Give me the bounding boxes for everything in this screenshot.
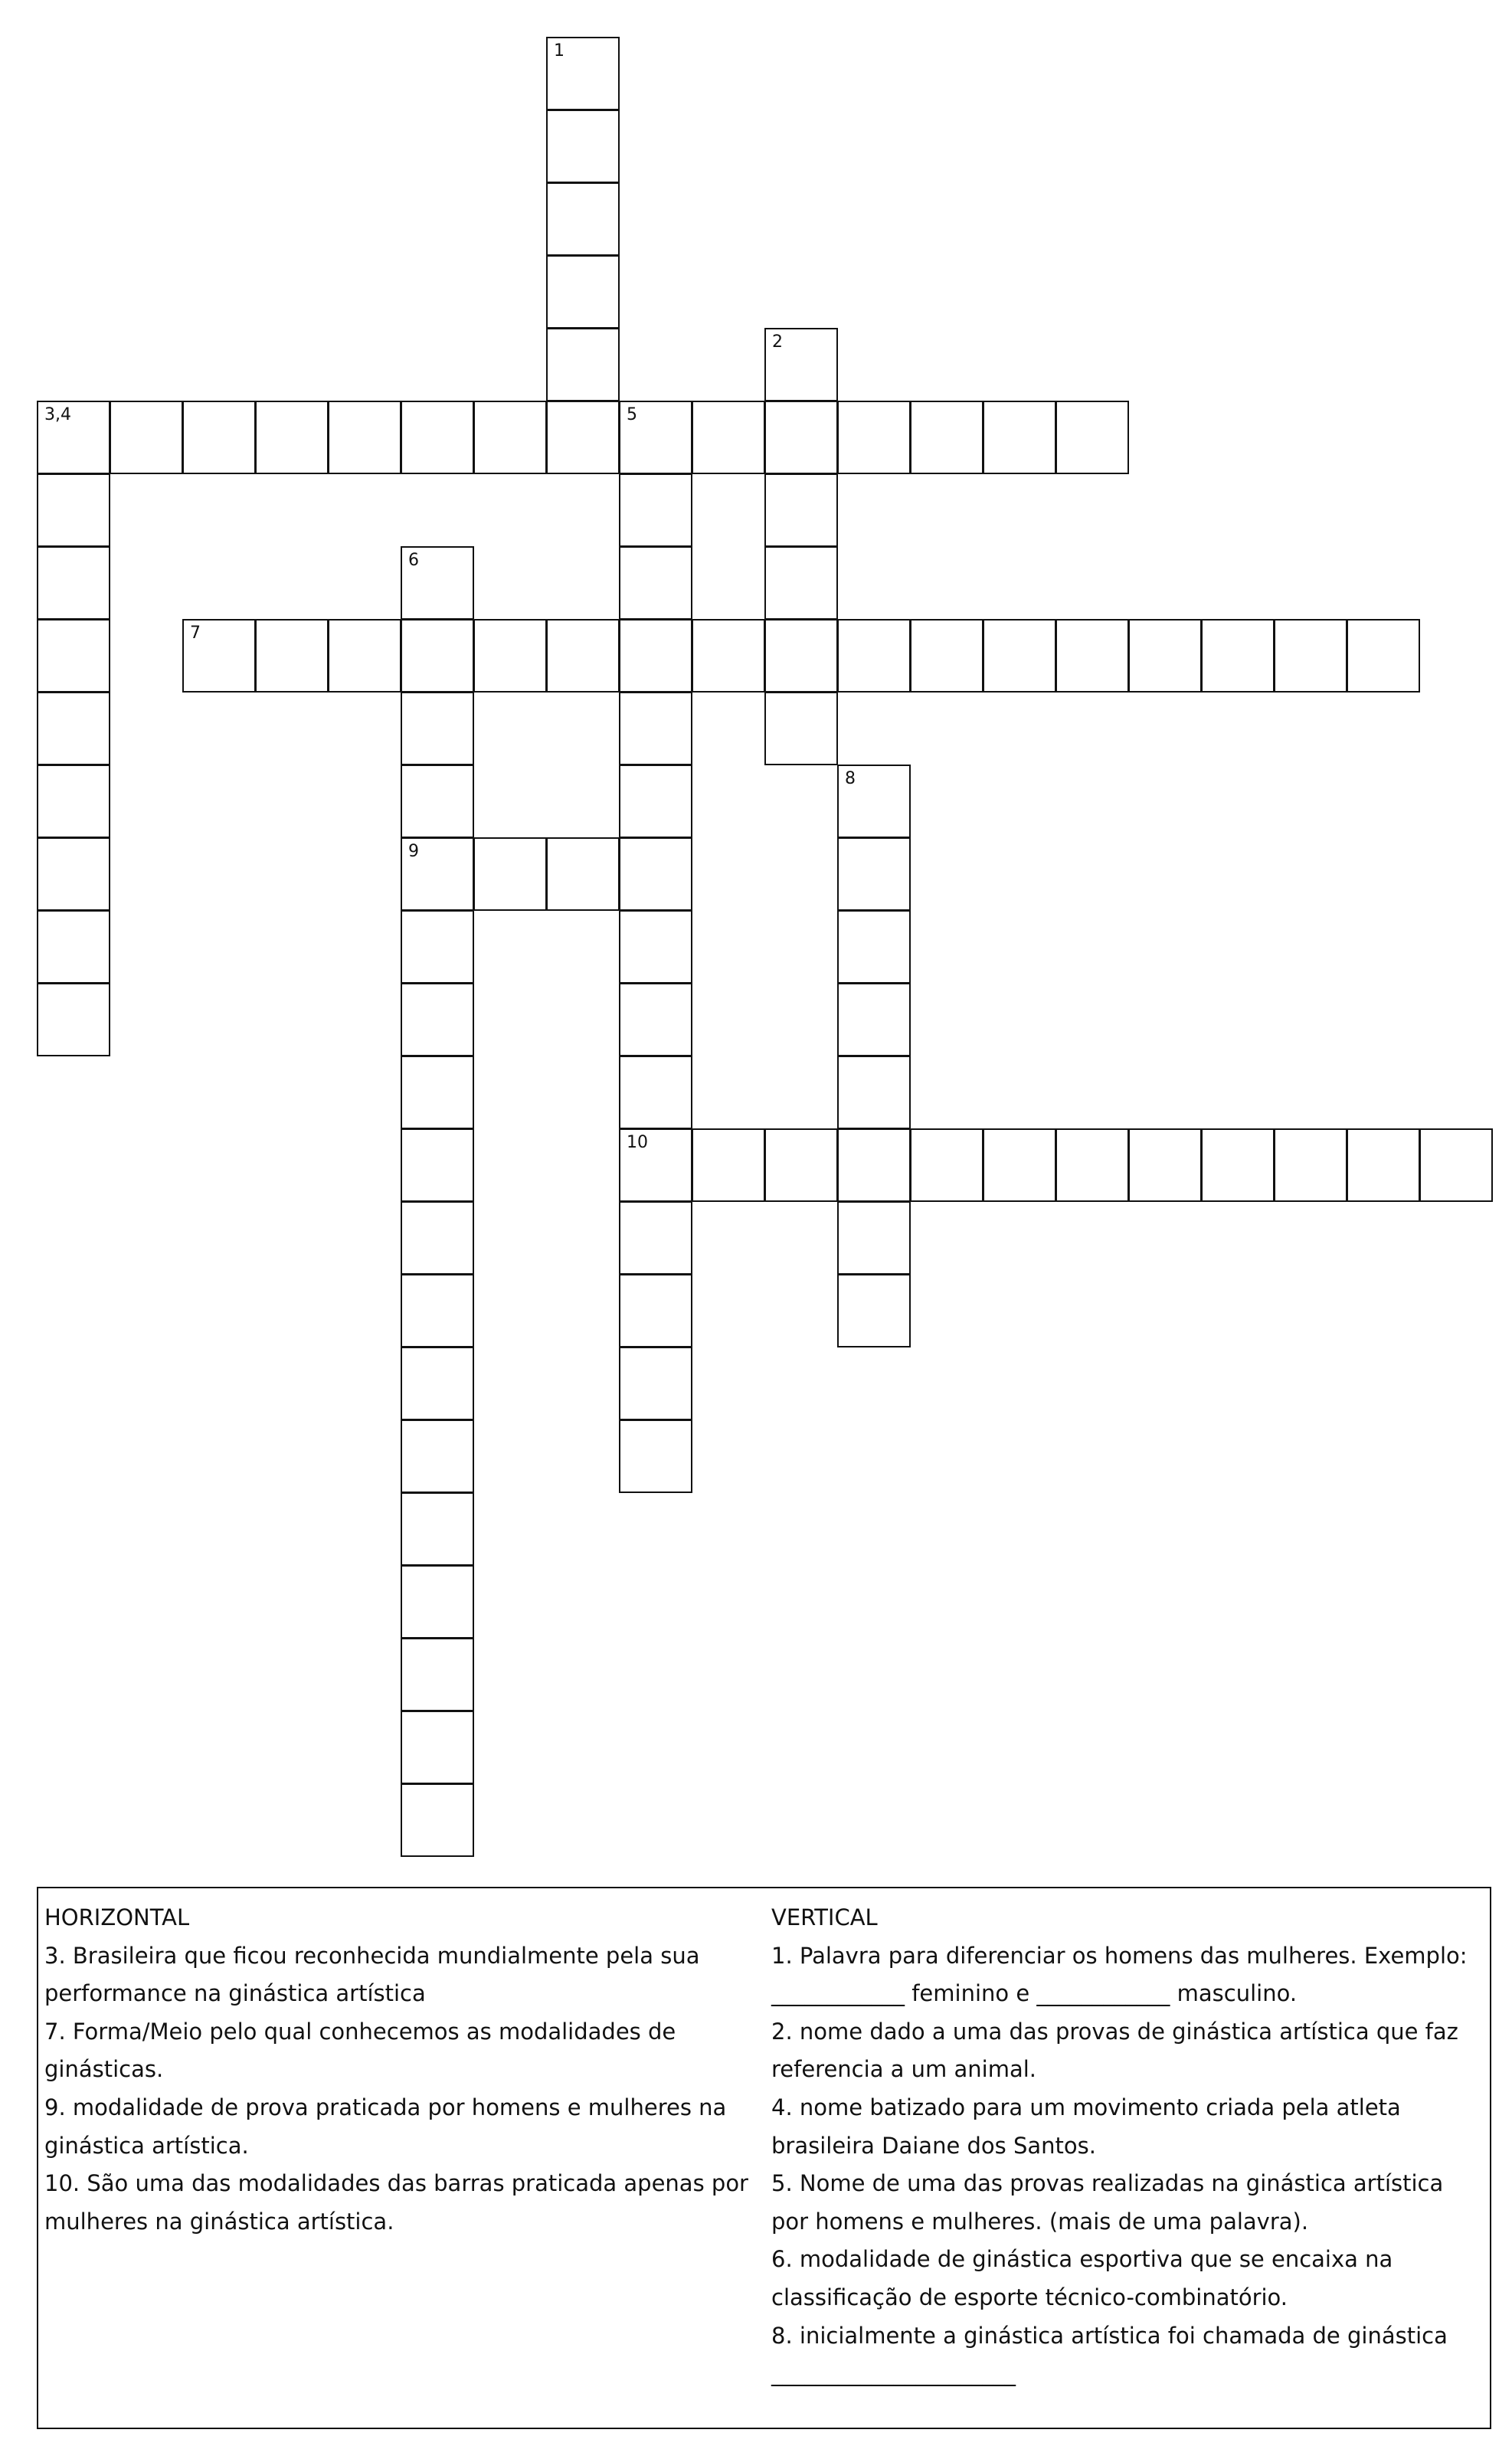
grid-cell[interactable]: [401, 1347, 474, 1420]
grid-cell[interactable]: [110, 401, 183, 474]
grid-cell[interactable]: [546, 110, 620, 183]
grid-cell[interactable]: [37, 546, 110, 620]
grid-cell[interactable]: [1347, 619, 1420, 693]
grid-cell[interactable]: [619, 1274, 692, 1347]
grid-cell[interactable]: [37, 837, 110, 911]
grid-cell[interactable]: [1419, 1128, 1493, 1202]
clue-vertical-1: 1. Palavra para diferenciar os homens das mulheres. Exemplo: ____________ feminino e ____________ masculino.: [771, 1942, 1468, 2007]
grid-cell[interactable]: [1274, 619, 1347, 693]
grid-cell[interactable]: [401, 692, 474, 765]
grid-cell[interactable]: [764, 328, 838, 401]
clue-horizontal-10: 10. São uma das modalidades das barras praticada apenas por mulheres na ginástica artística.: [44, 2170, 748, 2235]
grid-cell[interactable]: [619, 1056, 692, 1129]
clue-horizontal-3: 3. Brasileira que ficou reconhecida mundialmente pela sua performance na ginástica artística: [44, 1942, 700, 2007]
clue-vertical-5: 5. Nome de uma das provas realizadas na ginástica artística por homens e mulheres. (mais de uma palavra).: [771, 2170, 1444, 2235]
grid-cell[interactable]: [1347, 1128, 1420, 1202]
grid-cell[interactable]: [37, 473, 110, 547]
grid-cell[interactable]: [1128, 1128, 1202, 1202]
grid-cell[interactable]: [546, 37, 620, 110]
grid-cell[interactable]: [764, 1128, 838, 1202]
grid-cell[interactable]: [1055, 619, 1129, 693]
grid-cell[interactable]: [983, 619, 1056, 693]
grid-cell[interactable]: [401, 1056, 474, 1129]
grid-cell[interactable]: [401, 1128, 474, 1202]
grid-cell[interactable]: [401, 546, 474, 620]
grid-cell[interactable]: [401, 1201, 474, 1275]
grid-cell[interactable]: [401, 1565, 474, 1639]
grid-cell[interactable]: [910, 401, 983, 474]
grid-cell[interactable]: [1128, 619, 1202, 693]
grid-cell[interactable]: [182, 401, 256, 474]
clue-number: 7: [190, 624, 201, 643]
grid-cell[interactable]: [1274, 1128, 1347, 1202]
grid-cell[interactable]: [401, 837, 474, 911]
clue-number: 8: [845, 769, 856, 788]
clue-vertical-2: 2. nome dado a uma das provas de ginástica artística que faz referencia a um animal.: [771, 2018, 1458, 2083]
grid-cell[interactable]: [619, 1419, 692, 1493]
grid-cell[interactable]: [837, 837, 911, 911]
grid-cell[interactable]: [619, 473, 692, 547]
grid-cell[interactable]: [692, 401, 765, 474]
grid-cell[interactable]: [37, 401, 110, 474]
grid-cell[interactable]: [328, 401, 401, 474]
horizontal-clues: [44, 1899, 764, 2241]
grid-cell[interactable]: [1055, 401, 1129, 474]
grid-cell[interactable]: [328, 619, 401, 693]
grid-cell[interactable]: [546, 619, 620, 693]
grid-cell[interactable]: [692, 619, 765, 693]
grid-cell[interactable]: [401, 1711, 474, 1784]
grid-cell[interactable]: [37, 619, 110, 693]
horizontal-title: HORIZONTAL: [44, 1904, 190, 1930]
clue-number: 5: [627, 405, 637, 424]
grid-cell[interactable]: [473, 401, 547, 474]
grid-cell[interactable]: [837, 1056, 911, 1129]
grid-cell[interactable]: [401, 983, 474, 1056]
clue-horizontal-7: 7. Forma/Meio pelo qual conhecemos as modalidades de ginásticas.: [44, 2018, 676, 2083]
grid-cell[interactable]: [837, 765, 911, 838]
grid-cell[interactable]: [619, 910, 692, 984]
grid-cell[interactable]: [473, 619, 547, 693]
grid-cell[interactable]: [837, 910, 911, 984]
grid-cell[interactable]: [546, 255, 620, 329]
grid-cell[interactable]: [401, 1638, 474, 1711]
grid-cell[interactable]: [619, 1128, 692, 1202]
grid-cell[interactable]: [37, 983, 110, 1056]
grid-cell[interactable]: [619, 765, 692, 838]
clue-vertical-4: 4. nome batizado para um movimento criada pela atleta brasileira Daiane dos Santos.: [771, 2094, 1401, 2159]
grid-cell[interactable]: [837, 1274, 911, 1347]
grid-cell[interactable]: [619, 983, 692, 1056]
grid-cell[interactable]: [182, 619, 256, 693]
grid-cell[interactable]: [619, 692, 692, 765]
grid-cell[interactable]: [401, 619, 474, 693]
grid-cell[interactable]: [764, 401, 838, 474]
grid-cell[interactable]: [37, 765, 110, 838]
clue-number: 10: [627, 1133, 648, 1152]
grid-cell[interactable]: [401, 765, 474, 838]
grid-cell[interactable]: [837, 1201, 911, 1275]
grid-cell[interactable]: [1201, 619, 1275, 693]
clue-number: 3,4: [44, 405, 71, 424]
grid-cell[interactable]: [764, 619, 838, 693]
clue-vertical-8: 8. inicialmente a ginástica artística foi chamada de ginástica ______________________: [771, 2322, 1448, 2387]
grid-cell[interactable]: [546, 182, 620, 256]
grid-cell[interactable]: [764, 546, 838, 620]
grid-cell[interactable]: [619, 401, 692, 474]
grid-cell[interactable]: [401, 1419, 474, 1493]
grid-cell[interactable]: [619, 619, 692, 693]
vertical-title: VERTICAL: [771, 1904, 878, 1930]
grid-cell[interactable]: [255, 619, 329, 693]
grid-cell[interactable]: [401, 910, 474, 984]
clue-number: 1: [554, 41, 565, 61]
grid-cell[interactable]: [619, 1201, 692, 1275]
grid-cell[interactable]: [546, 401, 620, 474]
clue-vertical-6: 6. modalidade de ginástica esportiva que se encaixa na classificação de esporte técnico-combinatório.: [771, 2246, 1393, 2310]
vertical-clues: [771, 1899, 1484, 2393]
grid-cell[interactable]: [837, 619, 911, 693]
grid-cell[interactable]: [837, 983, 911, 1056]
grid-cell[interactable]: [1055, 1128, 1129, 1202]
grid-cell[interactable]: [401, 1783, 474, 1857]
grid-cell[interactable]: [619, 546, 692, 620]
grid-cell[interactable]: [37, 910, 110, 984]
grid-cell[interactable]: [764, 692, 838, 765]
grid-cell[interactable]: [837, 1128, 911, 1202]
clue-number: 9: [408, 842, 419, 861]
grid-cell[interactable]: [910, 1128, 983, 1202]
grid-cell[interactable]: [401, 401, 474, 474]
grid-cell[interactable]: [1201, 1128, 1275, 1202]
grid-cell[interactable]: [401, 1274, 474, 1347]
clue-horizontal-9: 9. modalidade de prova praticada por homens e mulheres na ginástica artística.: [44, 2094, 727, 2159]
grid-cell[interactable]: [473, 837, 547, 911]
grid-cell[interactable]: [546, 837, 620, 911]
grid-cell[interactable]: [983, 401, 1056, 474]
grid-cell[interactable]: [255, 401, 329, 474]
clues-box: [37, 1887, 1491, 2429]
grid-cell[interactable]: [401, 1492, 474, 1566]
grid-cell[interactable]: [37, 692, 110, 765]
clue-number: 2: [772, 332, 783, 352]
grid-cell[interactable]: [619, 837, 692, 911]
grid-cell[interactable]: [546, 328, 620, 401]
grid-cell[interactable]: [910, 619, 983, 693]
grid-cell[interactable]: [619, 1347, 692, 1420]
grid-cell[interactable]: [764, 473, 838, 547]
clue-number: 6: [408, 551, 419, 570]
grid-cell[interactable]: [837, 401, 911, 474]
grid-cell[interactable]: [692, 1128, 765, 1202]
grid-cell[interactable]: [983, 1128, 1056, 1202]
